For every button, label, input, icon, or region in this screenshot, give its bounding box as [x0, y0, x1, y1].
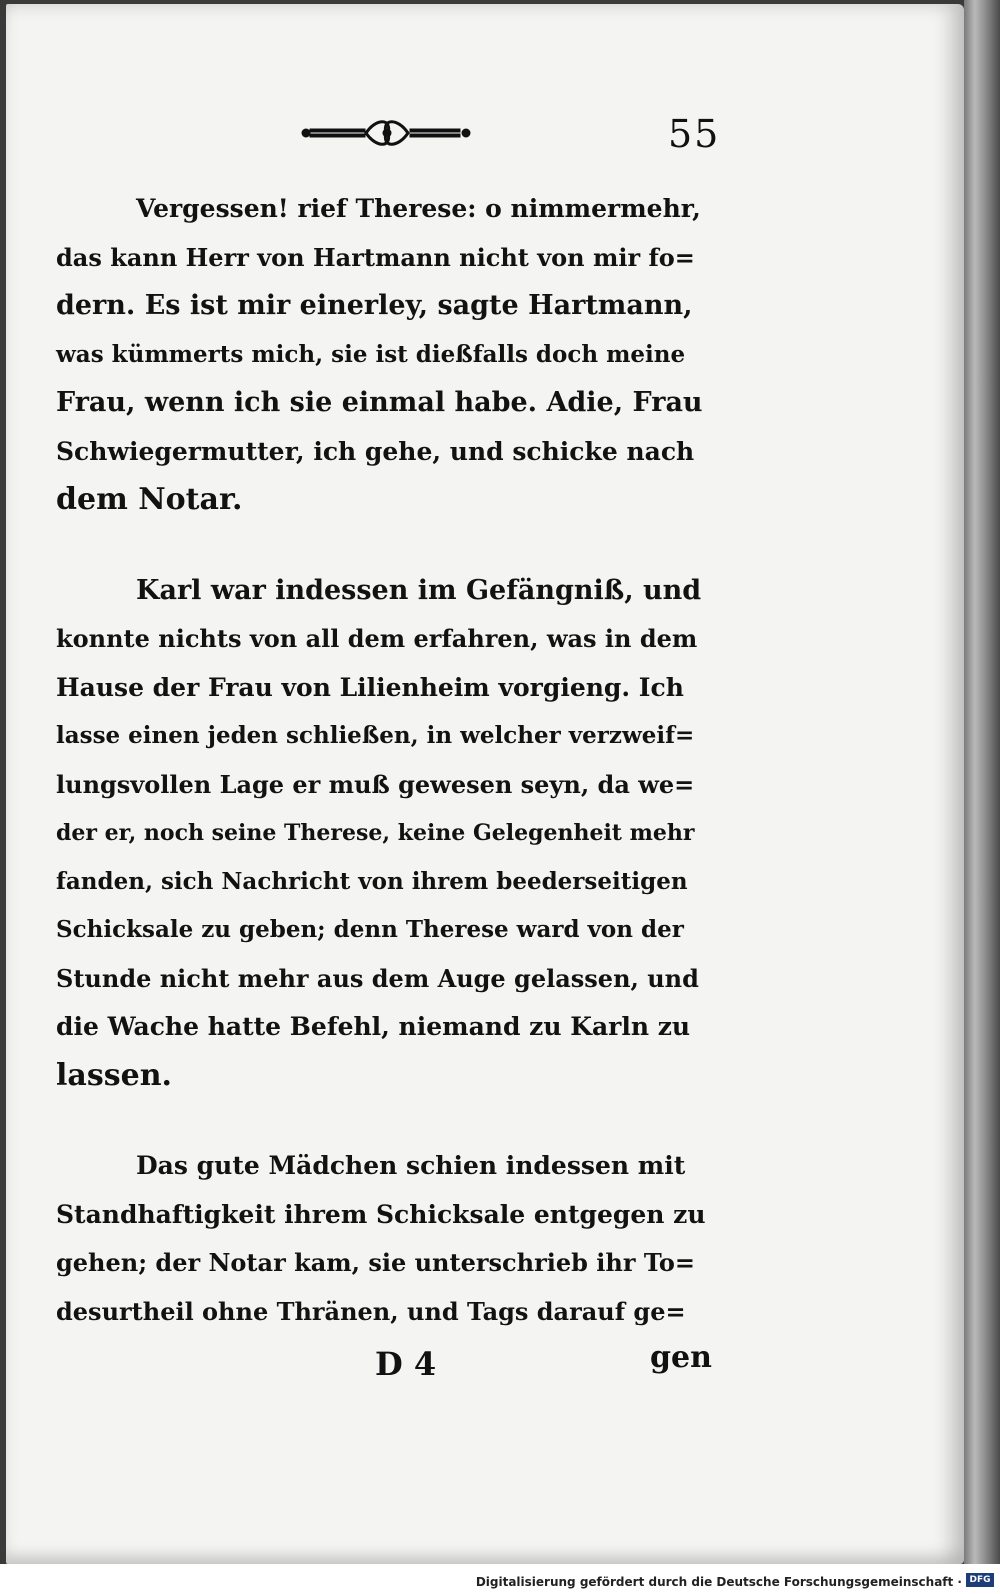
text-line: dern. Es ist mir einerley, sagte Hartmann, — [56, 290, 693, 321]
text-line: Schicksale zu geben; denn Therese ward von der — [56, 916, 684, 943]
text-line: Stunde nicht mehr aus dem Auge gelassen, und — [56, 963, 699, 993]
text-line: was kümmerts mich, sie ist dießfalls doch meine — [56, 340, 686, 368]
text-line: lasse einen jeden schließen, in welcher verzweif= — [56, 722, 695, 749]
text-line: die Wache hatte Befehl, niemand zu Karln zu — [56, 1012, 691, 1041]
text-line: Vergessen! rief Therese: o nimmermehr, — [136, 194, 701, 223]
page-number: 55 — [668, 112, 721, 156]
catchword: gen — [650, 1340, 712, 1375]
dfg-logo: DFG — [966, 1573, 994, 1587]
text-line: konnte nichts von all dem erfahren, was in dem — [56, 624, 698, 653]
text-line: Frau, wenn ich sie einmal habe. Adie, Frau — [56, 387, 703, 418]
text-line: desurtheil ohne Thränen, und Tags darauf ge= — [56, 1296, 686, 1326]
text-line: dem Notar. — [56, 482, 243, 517]
text-line: lassen. — [56, 1057, 172, 1093]
funding-notice: Digitalisierung gefördert durch die Deutsche Forschungsgemeinschaft · — [475, 1575, 962, 1589]
book-spine-edge — [964, 0, 1000, 1564]
text-line: Das gute Mädchen schien indessen mit — [136, 1151, 686, 1180]
signature-mark: D 4 — [375, 1345, 437, 1383]
paragraph-gap — [56, 1100, 706, 1142]
text-line: Karl war indessen im Gefängniß, und — [136, 574, 702, 606]
text-line: fanden, sich Nachricht von ihrem beederseitigen — [56, 867, 688, 895]
body-text — [56, 185, 706, 1336]
text-line: gehen; der Notar kam, sie unterschrieb ihr To= — [56, 1248, 696, 1277]
text-line: Hause der Frau von Lilienheim vorgieng. Ich — [56, 672, 684, 702]
text-line: Standhaftigkeit ihrem Schicksale entgegen zu — [56, 1199, 706, 1229]
text-line: lungsvollen Lage er muß gewesen seyn, da we= — [56, 769, 695, 799]
text-line: der er, noch seine Therese, keine Gelegenheit mehr — [56, 820, 695, 846]
ornament-header-rule — [300, 116, 475, 150]
text-line: das kann Herr von Hartmann nicht von mir fo= — [56, 242, 695, 272]
paragraph-gap — [56, 525, 706, 567]
text-line: Schwiegermutter, ich gehe, und schicke nach — [56, 436, 695, 466]
